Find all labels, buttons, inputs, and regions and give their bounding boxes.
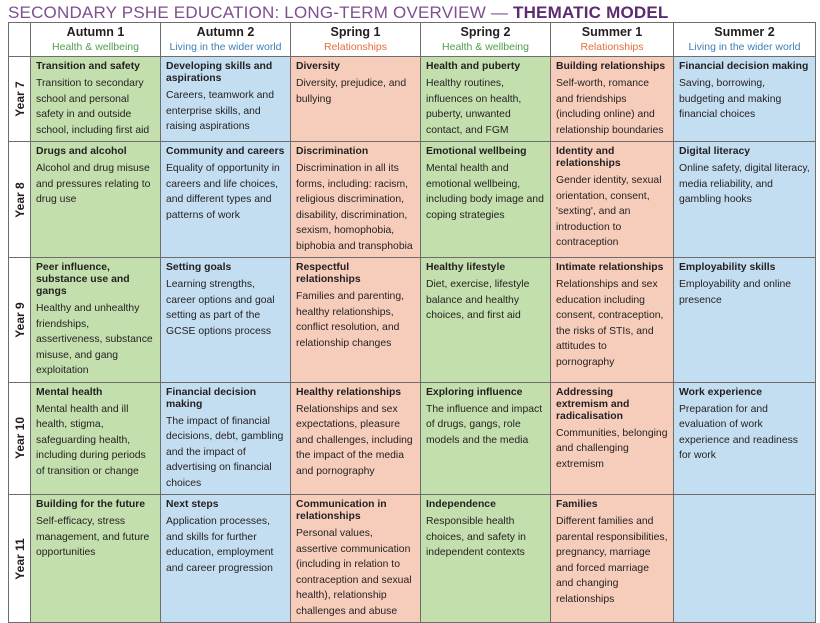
topic-heading: Work experience	[679, 386, 762, 398]
topic-cell	[31, 495, 161, 623]
term-header-summer-2	[674, 23, 816, 57]
topic-heading: Emotional wellbeing	[426, 146, 527, 157]
topic-description: Employability and online presence	[679, 279, 792, 306]
topic-heading: Healthy lifestyle	[426, 262, 506, 273]
topic-description: Healthy routines, influences on health, puberty, unwanted contact, and FGM	[426, 78, 522, 136]
term-name: Autumn 2	[196, 25, 255, 39]
topic-cell	[421, 142, 551, 258]
term-header-summer-1	[551, 23, 674, 57]
term-header-spring-2	[421, 23, 551, 57]
term-theme: Health & wellbeing	[442, 41, 529, 53]
topic-description: Discrimination in all its forms, including: racism, religious discrimination, disability, discrimination, sexism, homophobia, biphobia and transphobia	[296, 163, 413, 252]
term-header-row	[9, 23, 816, 57]
topic-cell	[551, 258, 674, 383]
topic-heading: Building for the future	[36, 499, 146, 510]
topic-heading: Health and puberty	[426, 61, 521, 72]
topic-description: Responsible health choices, and safety in independent contexts	[426, 516, 526, 558]
topic-cell-empty	[674, 495, 816, 623]
topic-cell	[31, 57, 161, 142]
topic-description: Different families and parental responsibilities, pregnancy, marriage and forced marriage and changing relationships	[556, 516, 668, 605]
topic-heading: Intimate relationships	[556, 262, 664, 273]
topic-cell	[421, 495, 551, 623]
topic-heading: Drugs and alcohol	[36, 146, 127, 157]
topic-description: Gender identity, sexual orientation, consent, 'sexting', and an introduction to contraception	[556, 175, 662, 248]
topic-cell	[551, 142, 674, 258]
year-row-9	[9, 258, 816, 383]
term-theme: Health & wellbeing	[52, 41, 139, 53]
year-row-7	[9, 57, 816, 142]
topic-cell	[551, 495, 674, 623]
year-label: Year 10	[9, 382, 31, 495]
topic-description: Alcohol and drug misuse and pressures relating to drug use	[36, 163, 151, 205]
term-theme: Relationships	[323, 41, 388, 53]
topic-description: Careers, teamwork and enterprise skills, and raising aspirations	[166, 90, 274, 132]
term-header-autumn-2	[161, 23, 291, 57]
topic-cell	[161, 495, 291, 623]
corner-cell	[9, 23, 31, 57]
term-header-autumn-1	[31, 23, 161, 57]
topic-cell	[31, 382, 161, 495]
overview-table	[8, 22, 816, 623]
topic-cell	[31, 258, 161, 383]
topic-description: Transition to secondary school and personal safety in and outside school, including first aid	[36, 78, 150, 136]
topic-cell	[551, 57, 674, 142]
topic-cell	[421, 382, 551, 495]
topic-heading: Financial decision making	[679, 61, 809, 72]
topic-heading: Identity and relationships	[556, 146, 621, 169]
topic-cell	[31, 142, 161, 258]
topic-heading: Building relationships	[556, 61, 666, 72]
topic-cell	[674, 258, 816, 383]
topic-heading: Addressing extremism and radicalisation	[556, 386, 630, 422]
topic-heading: Communication in relationships	[296, 499, 387, 522]
topic-description: Relationships and sex expectations, pleasure and challenges, including the impact of the media and pornography	[296, 403, 413, 477]
topic-heading: Digital literacy	[679, 146, 751, 157]
year-label: Year 9	[9, 258, 31, 383]
topic-description: Relationships and sex education including consent, contraception, the risks of STIs, and attitudes to pornography	[556, 279, 664, 368]
year-row-8	[9, 142, 816, 258]
topic-description: Mental health and ill health, stigma, safeguarding health, including during periods of transition or change	[36, 403, 146, 477]
topic-cell	[421, 57, 551, 142]
topic-description: Personal values, assertive communication (including in relation to contraception and sexual health), relationship challenges and abuse	[296, 528, 412, 617]
topic-description: Preparation for and evaluation of work experience and readiness for work	[679, 403, 798, 461]
topic-description: The influence and impact of drugs, gangs, role models and the media	[426, 403, 543, 446]
topic-cell	[161, 57, 291, 142]
year-row-11	[9, 495, 816, 623]
topic-cell	[674, 57, 816, 142]
topic-cell	[674, 142, 816, 258]
page-title	[8, 3, 668, 23]
topic-description: Application processes, and skills for further education, employment and career progression	[166, 516, 274, 574]
topic-cell	[291, 57, 421, 142]
topic-description: Diet, exercise, lifestyle balance and healthy choices, and first aid	[426, 279, 530, 321]
term-theme: Relationships	[580, 41, 644, 53]
topic-description: Online safety, digital literacy, media reliability, and gambling hooks	[679, 163, 810, 205]
topic-cell	[291, 495, 421, 623]
topic-heading: Exploring influence	[426, 386, 523, 398]
page-title-main: SECONDARY PSHE EDUCATION: LONG-TERM OVERVIEW —	[8, 3, 513, 22]
term-header-spring-1	[291, 23, 421, 57]
topic-cell	[674, 382, 816, 495]
topic-cell	[291, 382, 421, 495]
topic-cell	[161, 258, 291, 383]
year-label: Year 11	[9, 495, 31, 623]
topic-heading: Employability skills	[679, 262, 776, 273]
topic-description: Self-efficacy, stress management, and future opportunities	[36, 516, 150, 558]
term-name: Spring 1	[330, 25, 381, 39]
topic-description: Mental health and emotional wellbeing, including body image and coping strategies	[426, 163, 544, 221]
topic-heading: Diversity	[296, 61, 340, 72]
topic-description: Diversity, prejudice, and bullying	[296, 78, 407, 105]
term-name: Spring 2	[460, 25, 511, 39]
topic-heading: Peer influence, substance use and gangs	[36, 262, 130, 297]
topic-heading: Respectful relationships	[296, 262, 361, 285]
topic-heading: Discrimination	[296, 146, 369, 157]
topic-heading: Transition and safety	[36, 61, 140, 72]
topic-description: Families and parenting, healthy relationships, conflict resolution, and relationship changes	[296, 291, 405, 349]
term-name: Summer 1	[581, 25, 643, 39]
topic-heading: Healthy relationships	[296, 386, 402, 398]
topic-description: Saving, borrowing, budgeting and making financial choices	[679, 78, 782, 120]
topic-cell	[161, 142, 291, 258]
term-theme: Living in the wider world	[688, 41, 801, 53]
topic-description: Self-worth, romance and friendships (including online) and relationship boundaries	[556, 78, 664, 136]
topic-cell	[421, 258, 551, 383]
topic-cell	[291, 258, 421, 383]
year-row-10	[9, 382, 816, 495]
page-title-model: THEMATIC MODEL	[513, 3, 669, 22]
topic-description: Learning strengths, career options and goal setting as part of the GCSE options process	[166, 279, 275, 337]
term-theme: Living in the wider world	[169, 41, 282, 53]
topic-heading: Independence	[426, 499, 496, 510]
topic-description: Healthy and unhealthy friendships, assertiveness, substance misuse, and gang exploitation	[36, 303, 153, 376]
topic-heading: Families	[556, 499, 598, 510]
year-label: Year 7	[9, 57, 31, 142]
topic-cell	[291, 142, 421, 258]
topic-description: The impact of financial decisions, debt, gambling and the impact of advertising on financial choices	[166, 415, 284, 489]
topic-heading: Developing skills and aspirations	[166, 61, 273, 84]
topic-heading: Next steps	[166, 499, 219, 510]
topic-heading: Setting goals	[166, 262, 232, 273]
year-label: Year 8	[9, 142, 31, 258]
term-name: Summer 2	[714, 25, 775, 39]
topic-description: Communities, belonging and challenging extremism	[556, 427, 668, 470]
topic-heading: Mental health	[36, 386, 103, 398]
topic-heading: Community and careers	[166, 146, 285, 157]
topic-heading: Financial decision making	[166, 386, 257, 410]
topic-cell	[551, 382, 674, 495]
topic-description: Equality of opportunity in careers and life choices, and different types and patterns of work	[166, 163, 280, 221]
term-name: Autumn 1	[66, 25, 125, 39]
topic-cell	[161, 382, 291, 495]
